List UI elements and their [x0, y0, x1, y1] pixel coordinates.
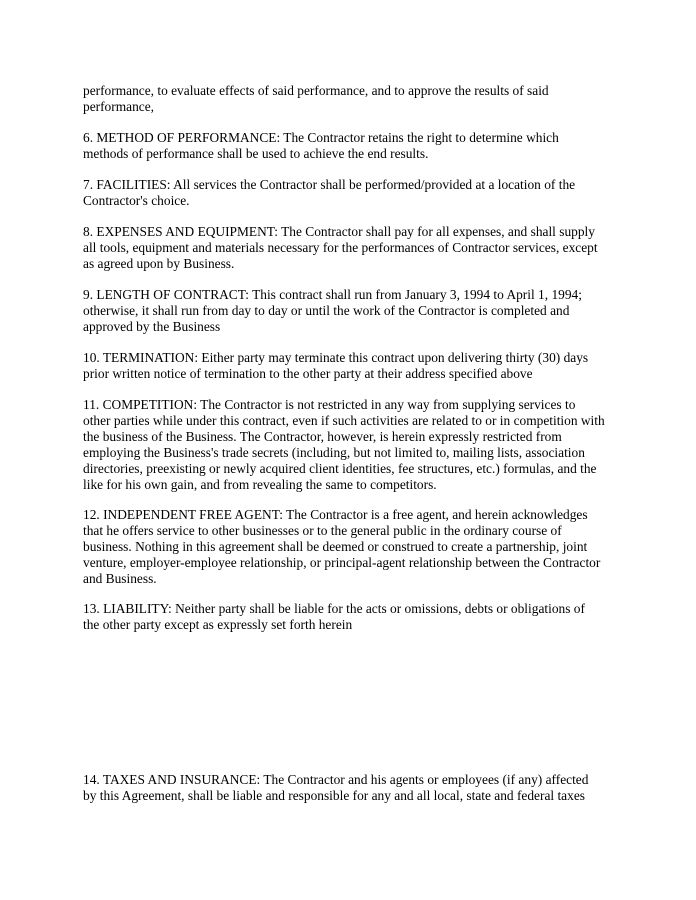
paragraph-facilities — [83, 177, 643, 209]
text-line: all tools, equipment and materials necessary for the performances of Contractor services, except — [83, 240, 598, 255]
text-line: 12. INDEPENDENT FREE AGENT: The Contractor is a free agent, and herein acknowledges — [83, 507, 588, 522]
text-line: performance, to evaluate effects of said performance, and to approve the results of said — [83, 83, 549, 98]
text-line: 11. COMPETITION: The Contractor is not restricted in any way from supplying services to — [83, 397, 576, 412]
text-line: directories, preexisting or newly acquired client identities, fee structures, etc.) formulas, and the — [83, 461, 597, 476]
text-line: methods of performance shall be used to achieve the end results. — [83, 146, 429, 161]
paragraph-method-of-performance — [83, 130, 643, 162]
text-line: performance, — [83, 99, 155, 114]
text-line: 8. EXPENSES AND EQUIPMENT: The Contractor shall pay for all expenses, and shall supply — [83, 224, 595, 239]
text-line: business. Nothing in this agreement shall be deemed or construed to create a partnership, joint — [83, 539, 588, 554]
text-line: 9. LENGTH OF CONTRACT: This contract shall run from January 3, 1994 to April 1, 1994; — [83, 287, 582, 302]
text-line: the other party except as expressly set forth herein — [83, 617, 353, 632]
text-line: prior written notice of termination to the other party at their address specified above — [83, 366, 533, 381]
text-line: 6. METHOD OF PERFORMANCE: The Contractor retains the right to determine which — [83, 130, 559, 145]
paragraph-length-of-contract — [83, 287, 643, 335]
paragraph-independent-free-agent — [83, 507, 643, 587]
text-line: that he offers service to other businesses or to the general public in the ordinary course of — [83, 523, 562, 538]
text-line: approved by the Business — [83, 319, 221, 334]
text-line: venture, employer-employee relationship, or principal-agent relationship between the Contractor — [83, 555, 601, 570]
paragraph-termination — [83, 350, 643, 382]
paragraph-performance-continued — [83, 83, 643, 115]
text-line: other parties while under this contract, even if such activities are related to or in competition with — [83, 413, 605, 428]
text-line: otherwise, it shall run from day to day or until the work of the Contractor is completed and — [83, 303, 570, 318]
text-line: like for his own gain, and from revealing the same to competitors. — [83, 477, 437, 492]
paragraph-expenses-and-equipment — [83, 224, 643, 272]
paragraph-taxes-and-insurance — [83, 772, 643, 804]
text-line: 13. LIABILITY: Neither party shall be liable for the acts or omissions, debts or obligations of — [83, 601, 585, 616]
text-line: Contractor's choice. — [83, 193, 190, 208]
text-line: and Business. — [83, 571, 157, 586]
text-line: employing the Business's trade secrets (including, but not limited to, mailing lists, association — [83, 445, 585, 460]
text-line: 10. TERMINATION: Either party may terminate this contract upon delivering thirty (30) days — [83, 350, 589, 365]
paragraph-liability — [83, 601, 643, 633]
text-line: 7. FACILITIES: All services the Contractor shall be performed/provided at a location of the — [83, 177, 576, 192]
text-line: the business of the Business. The Contractor, however, is herein expressly restricted from — [83, 429, 562, 444]
text-line: by this Agreement, shall be liable and responsible for any and all local, state and federal taxes — [83, 788, 585, 803]
paragraph-competition — [83, 397, 643, 493]
text-line: 14. TAXES AND INSURANCE: The Contractor and his agents or employees (if any) affected — [83, 772, 589, 787]
text-line: as agreed upon by Business. — [83, 256, 235, 271]
